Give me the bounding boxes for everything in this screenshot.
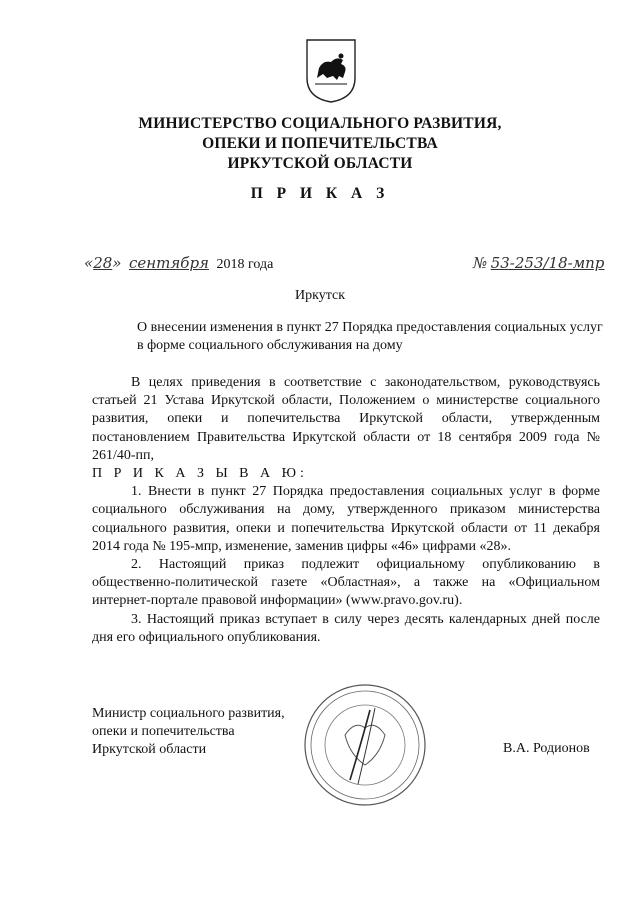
coat-of-arms-emblem bbox=[305, 38, 357, 104]
ministry-name-line-2: ОПЕКИ И ПОПЕЧИТЕЛЬСТВА bbox=[202, 135, 438, 152]
signatory-name: В.А. Родионов bbox=[503, 741, 590, 756]
order-word: П Р И К А З Ы В А Ю: bbox=[92, 466, 308, 482]
signatory-title-line-3: Иркутской области bbox=[92, 742, 207, 757]
document-subject: О внесении изменения в пункт 27 Порядка предоставления социальных услуг в форме социального обслуживания на дому bbox=[137, 320, 603, 353]
number-prefix: № bbox=[473, 254, 488, 272]
document-type-title: П Р И К А З bbox=[250, 185, 390, 202]
signatory-title bbox=[92, 705, 322, 759]
signatory-title-line-1: Министр социального развития, bbox=[92, 706, 285, 721]
order-item-1: 1. Внести в пункт 27 Порядка предоставления социальных услуг в форме социального обслуживания на дому, утвержденного приказом министерства социального развития, опеки и попечительства Иркутской области от 11 декабря 2014 года № 195-мпр, изменение, заменив цифры «46» цифрами «28». bbox=[92, 484, 600, 554]
ministry-name-line-1: МИНИСТЕРСТВО СОЦИАЛЬНОГО РАЗВИТИЯ, bbox=[138, 115, 502, 132]
date-close-quote: » bbox=[112, 254, 122, 272]
number-value: 53-253/18-мпр bbox=[490, 254, 605, 272]
order-item-2: 2. Настоящий приказ подлежит официальному опубликованию в общественно-политической газете «Областная», а также на «Официальном интернет-портале правовой информации» (www.pravo.gov.ru). bbox=[92, 557, 600, 609]
signatory-title-line-2: опеки и попечительства bbox=[92, 724, 235, 739]
order-item-3: 3. Настоящий приказ вступает в силу через десять календарных дней после дня его официального опубликования. bbox=[92, 611, 600, 645]
preamble-paragraph: В целях приведения в соответствие с законодательством, руководствуясь статьей 21 Устава Иркутской области, Положением о министерстве социального развития, опеки и попечительства Иркутской области, утвержденным постановлением Правительства Иркутской области от 18 сентября 2009 года № 261/40-пп, bbox=[92, 375, 600, 463]
date-open-quote: « bbox=[84, 254, 94, 272]
document-body bbox=[92, 374, 600, 647]
ministry-name-line-3: ИРКУТСКОЙ ОБЛАСТИ bbox=[227, 155, 413, 172]
issue-city: Иркутск bbox=[294, 288, 346, 303]
date-month: сентября bbox=[128, 254, 209, 272]
document-date bbox=[84, 254, 273, 273]
document-number bbox=[473, 254, 604, 273]
date-day: 28 bbox=[93, 254, 113, 272]
date-year: 2018 года bbox=[216, 257, 274, 272]
